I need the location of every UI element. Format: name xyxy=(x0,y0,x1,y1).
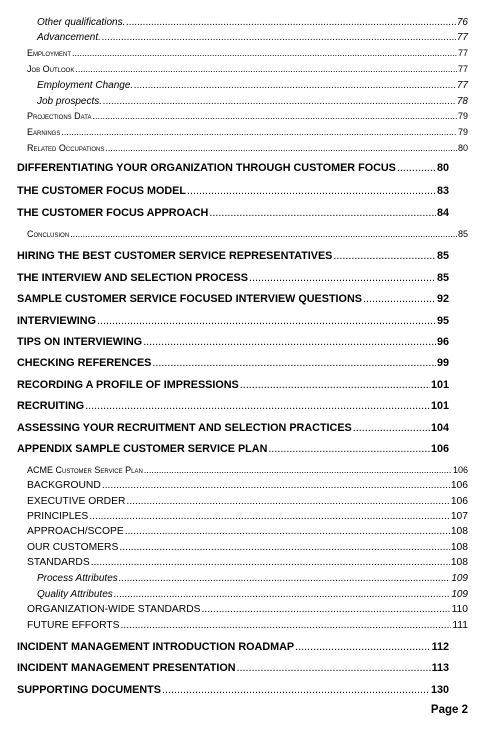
toc-entry-label: TIPS ON INTERVIEWING xyxy=(17,336,143,348)
toc-entry[interactable] xyxy=(27,557,468,568)
toc-entry-page: 77 xyxy=(457,64,468,74)
dot-leader xyxy=(119,573,451,584)
dot-leader xyxy=(89,511,450,522)
toc-entry-label: Advancement. xyxy=(37,32,101,43)
toc-entry[interactable] xyxy=(17,684,468,696)
toc-entry-label: INTERVIEWING xyxy=(17,315,96,327)
dot-leader xyxy=(126,496,449,507)
toc-entry-label: Related Occupations xyxy=(27,143,105,153)
dot-leader xyxy=(152,357,436,369)
toc-entry[interactable] xyxy=(27,604,468,615)
toc-entry[interactable] xyxy=(37,589,468,600)
toc-entry-page: 108 xyxy=(450,557,468,568)
toc-entry[interactable] xyxy=(27,127,468,137)
toc-entry-page: 76 xyxy=(456,17,468,28)
dot-leader xyxy=(162,684,430,696)
toc-entry-page: 112 xyxy=(431,641,449,653)
toc-entry-page: 85 xyxy=(436,250,449,262)
dot-leader xyxy=(75,64,457,74)
toc-entry[interactable] xyxy=(27,511,468,522)
toc-entry[interactable] xyxy=(17,336,468,348)
toc-entry[interactable] xyxy=(37,96,468,107)
toc-entry[interactable] xyxy=(17,641,468,653)
toc-entry-page: 107 xyxy=(450,511,468,522)
toc-entry-page: 101 xyxy=(430,400,449,412)
toc-entry[interactable] xyxy=(27,465,468,475)
dot-leader xyxy=(70,229,457,239)
toc-entry-label: PRINCIPLES xyxy=(27,511,89,522)
toc-entry-page: 95 xyxy=(436,315,449,327)
dot-leader xyxy=(202,604,451,615)
toc-entry-label: Employment xyxy=(27,48,72,58)
toc-entry-label: BACKGROUND xyxy=(27,480,101,491)
toc-entry[interactable] xyxy=(37,17,468,28)
toc-entry[interactable] xyxy=(17,293,468,305)
dot-leader xyxy=(126,17,455,28)
toc-entry-page: 101 xyxy=(430,379,449,391)
toc-entry[interactable] xyxy=(27,496,468,507)
toc-entry-label: ACME Customer Service Plan xyxy=(27,465,143,475)
toc-entry[interactable] xyxy=(17,662,468,674)
toc-entry-label: Projections Data xyxy=(27,111,92,121)
toc-entry-page: 83 xyxy=(436,185,449,197)
toc-entry[interactable] xyxy=(17,379,468,391)
toc-entry-page: 77 xyxy=(457,48,468,58)
toc-entry[interactable] xyxy=(17,422,468,434)
dot-leader xyxy=(103,96,456,107)
page-number: Page 2 xyxy=(430,704,468,716)
toc-entry-page: 80 xyxy=(457,143,468,153)
toc-entry-label: APPENDIX SAMPLE CUSTOMER SERVICE PLAN xyxy=(17,443,268,455)
toc-entry-label: SAMPLE CUSTOMER SERVICE FOCUSED INTERVIEW QUESTIONS xyxy=(17,293,362,305)
toc-entry[interactable] xyxy=(37,32,468,43)
toc-entry-page: 109 xyxy=(451,573,468,584)
dot-leader xyxy=(237,662,431,674)
toc-entry[interactable] xyxy=(17,315,468,327)
dot-leader xyxy=(353,422,430,434)
toc-entry-label: HIRING THE BEST CUSTOMER SERVICE REPRESENTATIVES xyxy=(17,250,333,262)
toc-entry-page: 104 xyxy=(430,422,449,434)
toc-entry-label: STANDARDS xyxy=(27,557,90,568)
toc-entry-label: RECORDING A PROFILE OF IMPRESSIONS xyxy=(17,379,239,391)
dot-leader xyxy=(268,443,430,455)
toc-entry-label: DIFFERENTIATING YOUR ORGANIZATION THROUGH CUSTOMER FOCUS xyxy=(17,162,396,174)
toc-entry-page: 80 xyxy=(436,162,449,174)
toc-entry-label: Job Outlook xyxy=(27,64,75,74)
toc-entry-page: 79 xyxy=(457,127,468,137)
dot-leader xyxy=(125,526,450,537)
toc-entry-label: Employment Change. xyxy=(37,80,134,91)
toc-entry-label: INCIDENT MANAGEMENT INTRODUCTION ROADMAP xyxy=(17,641,295,653)
toc-entry-label: Other qualifications. xyxy=(37,17,126,28)
toc-entry[interactable] xyxy=(17,400,468,412)
toc-entry[interactable] xyxy=(17,162,468,174)
toc-entry-label: ORGANIZATION-WIDE STANDARDS xyxy=(27,604,201,615)
toc-entry-page: 92 xyxy=(436,293,449,305)
toc-entry[interactable] xyxy=(37,80,468,91)
dot-leader xyxy=(61,127,457,137)
dot-leader xyxy=(209,207,436,219)
toc-entry-page: 99 xyxy=(436,357,449,369)
toc-entry[interactable] xyxy=(27,48,468,58)
toc-entry[interactable] xyxy=(27,111,468,121)
toc-entry-label: SUPPORTING DOCUMENTS xyxy=(17,684,161,696)
dot-leader xyxy=(187,185,436,197)
dot-leader xyxy=(97,315,436,327)
toc-entry-page: 77 xyxy=(456,80,468,91)
toc-entry-page: 79 xyxy=(457,111,468,121)
toc-entry[interactable] xyxy=(27,620,468,631)
toc-entry-label: RECRUITING xyxy=(17,400,85,412)
dot-leader xyxy=(102,32,456,43)
toc-entry-page: 84 xyxy=(436,207,449,219)
toc-entry-page: 106 xyxy=(450,496,468,507)
toc-entry[interactable] xyxy=(17,250,468,262)
dot-leader xyxy=(114,589,451,600)
toc-entry-page: 106 xyxy=(450,480,468,491)
dot-leader xyxy=(333,250,436,262)
dot-leader xyxy=(105,143,457,153)
toc-entry-label: APPROACH/SCOPE xyxy=(27,526,124,537)
toc-entry-label: Process Attributes xyxy=(37,573,118,584)
toc-entry-label: OUR CUSTOMERS xyxy=(27,542,119,553)
toc-entry-page: 85 xyxy=(436,272,449,284)
dot-leader xyxy=(143,336,436,348)
toc-entry-label: EXECUTIVE ORDER xyxy=(27,496,126,507)
toc-entry-page: 110 xyxy=(451,604,468,615)
toc-entry-page: 108 xyxy=(450,542,468,553)
toc-entry[interactable] xyxy=(27,229,468,239)
toc-entry-page: 106 xyxy=(430,443,449,455)
toc-entry[interactable] xyxy=(27,480,468,491)
toc-entry-page: 106 xyxy=(452,465,468,475)
toc-entry-label: Earnings xyxy=(27,127,61,137)
toc-entry-label: ASSESSING YOUR RECRUITMENT AND SELECTION PRACTICES xyxy=(17,422,352,434)
toc-entry-page: 109 xyxy=(451,589,468,600)
dot-leader xyxy=(363,293,436,305)
toc-entry-label: THE INTERVIEW AND SELECTION PROCESS xyxy=(17,272,248,284)
toc-entry[interactable] xyxy=(17,185,468,197)
toc-entry-label: Job prospects. xyxy=(37,96,103,107)
toc-entry-label: Quality Attributes xyxy=(37,589,113,600)
toc-entry[interactable] xyxy=(27,542,468,553)
toc-entry[interactable] xyxy=(17,443,468,455)
dot-leader xyxy=(240,379,430,391)
toc-entry-page: 85 xyxy=(457,229,468,239)
toc-entry-page: 113 xyxy=(431,662,449,674)
toc-entry-page: 77 xyxy=(456,32,468,43)
toc-entry-label: Conclusion xyxy=(27,229,70,239)
dot-leader xyxy=(249,272,436,284)
dot-leader xyxy=(397,162,436,174)
dot-leader xyxy=(102,480,450,491)
toc-entry-page: 78 xyxy=(456,96,468,107)
toc-entry-label: INCIDENT MANAGEMENT PRESENTATION xyxy=(17,662,236,674)
toc-entry-label: THE CUSTOMER FOCUS APPROACH xyxy=(17,207,209,219)
dot-leader xyxy=(134,80,456,91)
toc-entry[interactable] xyxy=(17,207,468,219)
toc-entry[interactable] xyxy=(17,357,468,369)
dot-leader xyxy=(295,641,430,653)
dot-leader xyxy=(144,465,452,475)
toc-entry-page: 108 xyxy=(450,526,468,537)
toc-entry-page: 111 xyxy=(452,620,468,631)
toc-entry[interactable] xyxy=(37,573,468,584)
dot-leader xyxy=(92,111,457,121)
toc-entry[interactable] xyxy=(17,272,468,284)
dot-leader xyxy=(72,48,457,58)
toc-entry-page: 130 xyxy=(430,684,449,696)
dot-leader xyxy=(120,620,451,631)
toc-entry[interactable] xyxy=(27,143,468,153)
dot-leader xyxy=(119,542,449,553)
toc-entry-page: 96 xyxy=(436,336,449,348)
toc-entry-label: FUTURE EFFORTS xyxy=(27,620,120,631)
dot-leader xyxy=(91,557,450,568)
toc-entry[interactable] xyxy=(27,64,468,74)
dot-leader xyxy=(85,400,430,412)
toc-entry-label: CHECKING REFERENCES xyxy=(17,357,152,369)
toc-entry[interactable] xyxy=(27,526,468,537)
toc-entry-label: THE CUSTOMER FOCUS MODEL xyxy=(17,185,186,197)
